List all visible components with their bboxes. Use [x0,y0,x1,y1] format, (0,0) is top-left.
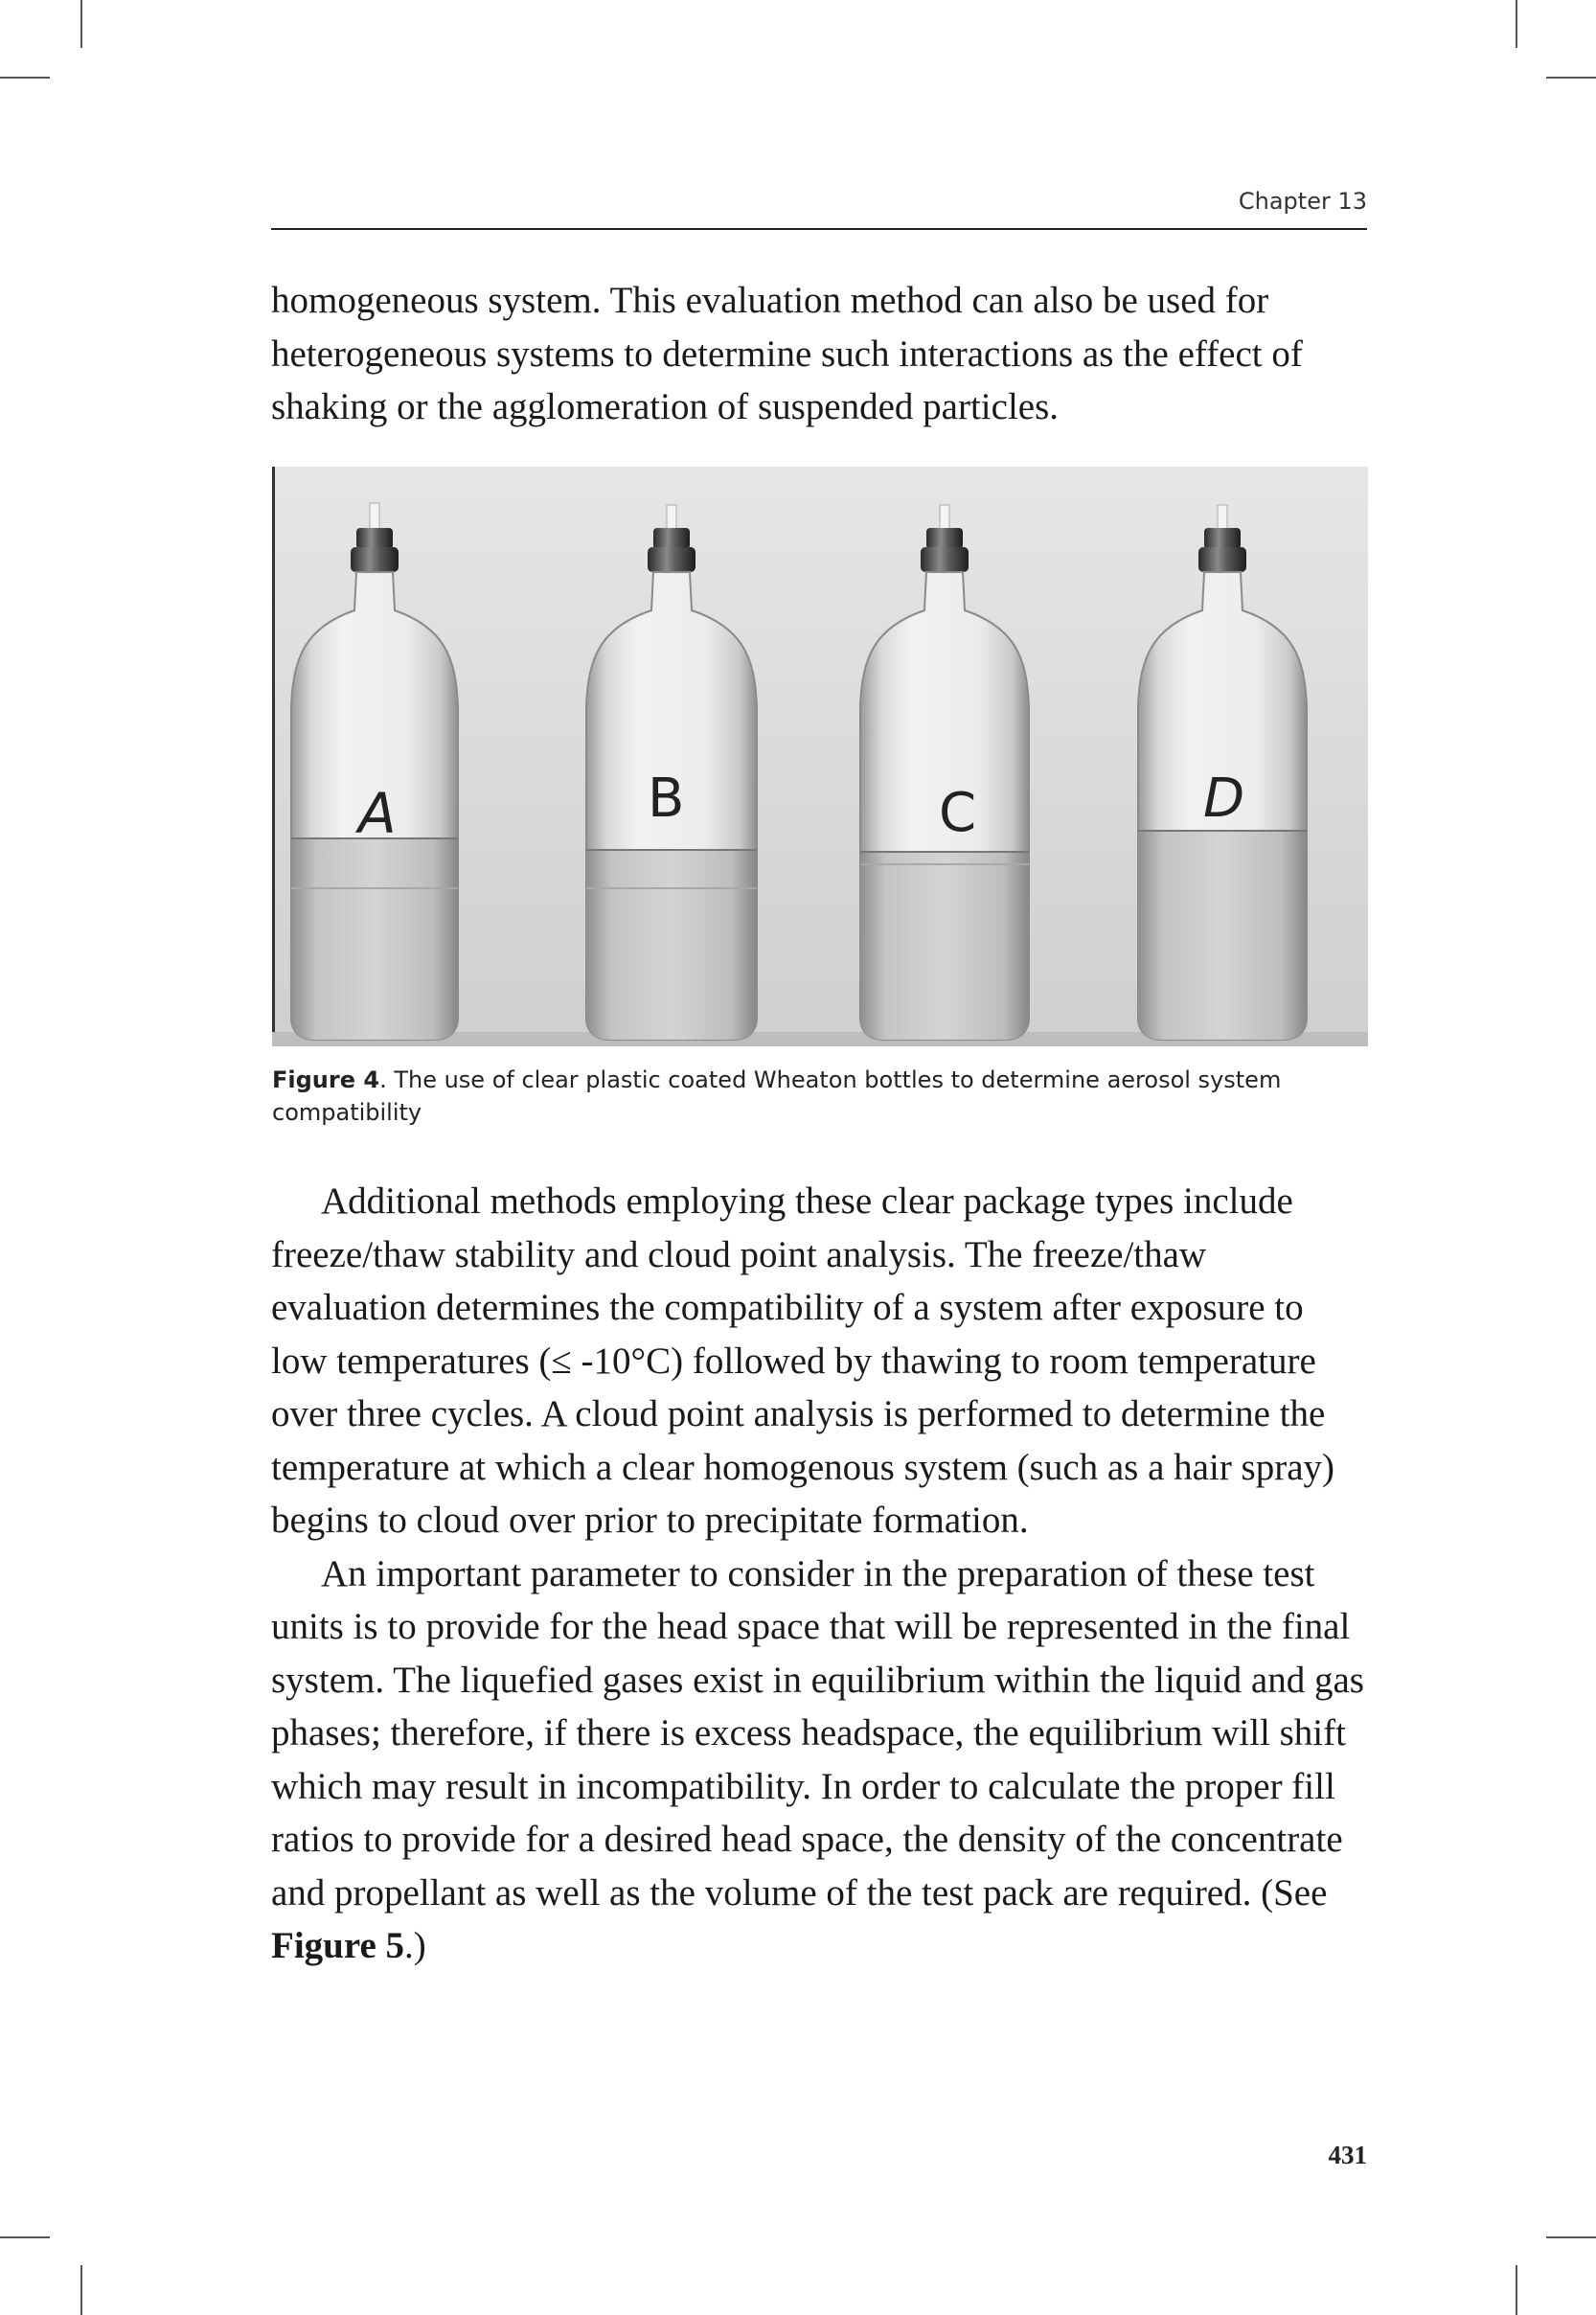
crop-mark [0,77,50,79]
figure-photo [272,467,1368,1046]
crop-mark [80,2265,82,2315]
header-rule [271,228,1367,230]
running-head: Chapter 13 [1238,188,1367,215]
caption-label: Figure 4 [272,1066,380,1093]
bottle-label-b: B [648,768,685,830]
paragraph-head-space-end: .) [404,1925,426,1966]
crop-mark [80,0,82,48]
page-number: 431 [1328,2141,1367,2169]
bottle-label-c: C [939,782,977,844]
body-text-top [271,274,1367,434]
figure-caption [272,1064,1368,1129]
body-text-bottom [271,1175,1367,1973]
bottle-label-d: D [1203,768,1245,830]
crop-mark [1516,2265,1517,2315]
paragraph-head-space-text: An important parameter to consider in the preparation of these test units is to provide for the head space that will be represented in the final system. The liquefied gases exist in equilibrium within the liquid and gas phases; therefore, if there is excess headspace, the equilibrium will shift which may result in incompatibility. In order to calculate the proper fill ratios to provide for a desired head space, the density of the concentrate and propellant as well as the volume of the test pack are required. (See [271,1552,1364,1914]
paragraph-head-space [271,1547,1367,1973]
crop-mark [1516,0,1517,48]
crop-mark [1546,77,1596,79]
figure-reference: Figure 5 [271,1925,405,1966]
crop-mark [1546,2236,1596,2238]
paragraph-additional-methods: Additional methods employing these clear package types include freeze/thaw stability and cloud point analysis. The freeze/thaw evaluation determines the compatibility of a system after exposure to low temperatures (≤ -10°C) followed by thawing to room temperature over three cycles. A cloud point analysis is performed to determine the temperature at which a clear homogenous system (such as a hair spray) begins to cloud over prior to precipitate formation. [271,1180,1335,1541]
caption-text: . The use of clear plastic coated Wheaton bottles to determine aerosol system compatibility [272,1066,1282,1126]
crop-mark [0,2236,50,2238]
bottles-illustration [272,467,1368,1046]
paragraph-continuation: homogeneous system. This evaluation method can also be used for heterogeneous systems to determine such interactions as the effect of shaking or the agglomeration of suspended particles. [271,280,1303,427]
bottle-label-a: A [358,781,397,846]
